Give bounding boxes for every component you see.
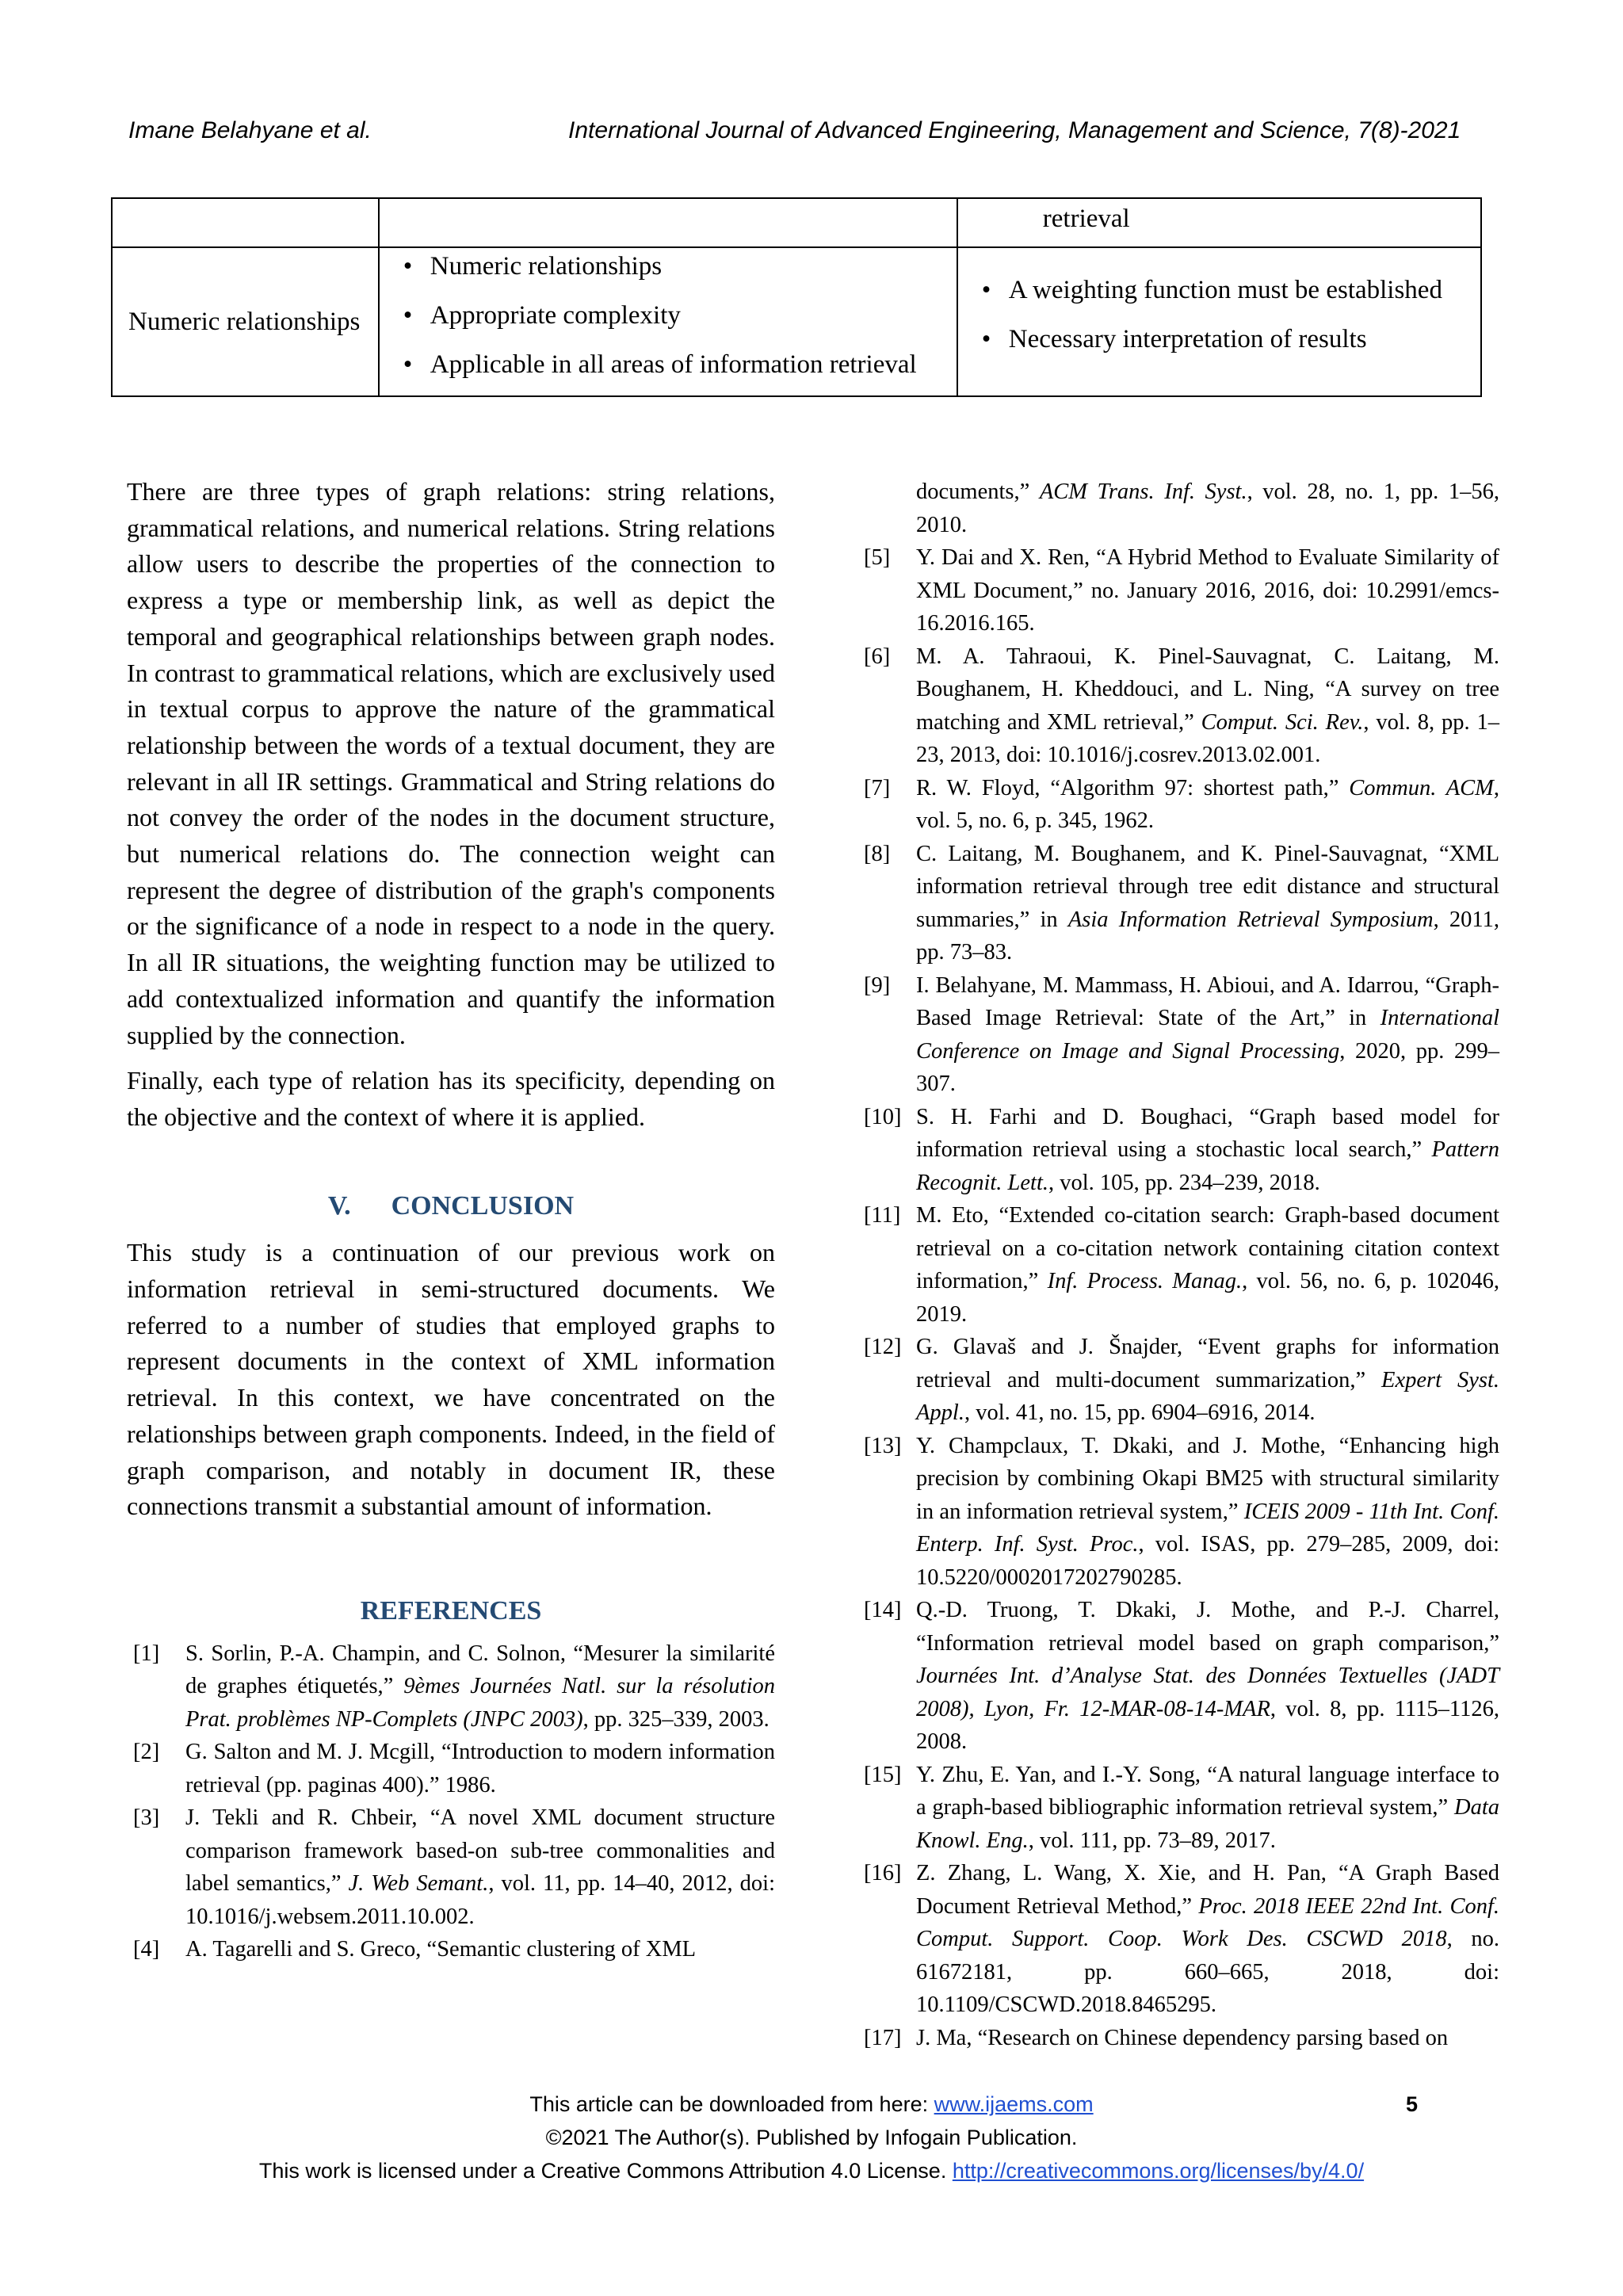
reference-text: Q.-D. Truong, T. Dkaki, J. Mothe, and P.-J. Charrel, “Information retrieval model based on graph comparison,” Journées Int. d’Analyse Stat. des Données Textuelles (JADT 2008), Lyon, Fr. 12-MAR-08-14-MAR, vol. 8, pp. 1115–1126, 2008.: [916, 1598, 1499, 1754]
footer-license: This work is licensed under a Creative Commons Attribution 4.0 License. http://creativecommons.org/licenses/by/4.0/: [258, 2159, 1365, 2183]
journal-link[interactable]: www.ijaems.com: [934, 2092, 1094, 2116]
table-cell: [379, 198, 957, 247]
reference-number: [4]: [133, 1937, 160, 1962]
list-item: • A weighting function must be established: [972, 272, 1466, 308]
reference-item: [857, 1430, 1499, 1595]
table-cell-disadvantages: [957, 247, 1481, 396]
reference-number: [14]: [864, 1598, 902, 1622]
reference-item: [857, 838, 1499, 969]
reference-text: R. W. Floyd, “Algorithm 97: shortest path,” Commun. ACM, vol. 5, no. 6, p. 345, 1962.: [916, 775, 1499, 833]
reference-text: G. Glavaš and J. Šnajder, “Event graphs for information retrieval and multi-document summarization,” Expert Syst. Appl., vol. 41, no. 15, pp. 6904–6916, 2014.: [916, 1335, 1499, 1425]
comparison-table: [111, 197, 1482, 397]
table-row-label: Numeric relationships: [112, 247, 379, 396]
reference-text: J. Ma, “Research on Chinese dependency parsing based on: [916, 2025, 1449, 2050]
list-item: • Applicable in all areas of information retrieval: [394, 346, 942, 383]
reference-text: Z. Zhang, L. Wang, X. Xie, and H. Pan, “A Graph Based Document Retrieval Method,” Proc. 2018 IEEE 22nd Int. Conf. Comput. Support. Coop. Work Des. CSCWD 2018, no. 61672181, pp. 660–665, 2018, doi: 10.1109/CSCWD.2018.8465295.: [916, 1861, 1500, 2017]
list-item: • Necessary interpretation of results: [972, 321, 1466, 357]
reference-number: [1]: [133, 1641, 160, 1666]
table-cell-advantages: [379, 247, 957, 396]
reference-text: S. H. Farhi and D. Boughaci, “Graph based model for information retrieval using a stochastic local search,” Pattern Recognit. Lett., vol. 105, pp. 234–239, 2018.: [916, 1104, 1499, 1195]
list-item: • Numeric relationships: [394, 248, 942, 285]
table-row: [112, 198, 1481, 247]
reference-text: Y. Zhu, E. Yan, and I.-Y. Song, “A natural language interface to a graph-based bibliographic information retrieval system,” Data Knowl. Eng., vol. 111, pp. 73–89, 2017.: [916, 1762, 1499, 1853]
reference-number: [8]: [864, 841, 891, 866]
reference-item: [857, 541, 1499, 640]
table-row: [112, 247, 1481, 396]
reference-number: [15]: [864, 1762, 902, 1787]
reference-item: [857, 1331, 1499, 1430]
reference-number: [6]: [864, 644, 891, 669]
reference-item: [127, 1637, 775, 1736]
footer-download: This article can be downloaded from here: www.ijaems.com: [529, 2092, 1094, 2116]
reference-text: C. Laitang, M. Boughanem, and K. Pinel-Sauvagnat, “XML information retrieval through tree edit distance and structural summaries,” in Asia Information Retrieval Symposium, 2011, pp. 73–83.: [916, 841, 1499, 965]
reference-list: [857, 541, 1499, 2054]
reference-number: [16]: [864, 1861, 902, 1885]
reference-item: [857, 1857, 1499, 2022]
license-link[interactable]: http://creativecommons.org/licenses/by/4.0/: [952, 2159, 1365, 2183]
reference-text: Y. Dai and X. Ren, “A Hybrid Method to Evaluate Similarity of XML Document,” no. January 2016, 2016, doi: 10.2991/emcs-16.2016.165.: [916, 545, 1499, 636]
left-column: [127, 474, 775, 1966]
reference-number: [2]: [133, 1740, 160, 1765]
reference-text: I. Belahyane, M. Mammass, H. Abioui, and A. Idarrou, “Graph-Based Image Retrieval: State of the Art,” in International Conference on Image and Signal Processing, 2020, pp. 299–307.: [916, 972, 1499, 1096]
page-number: 5: [1406, 2092, 1419, 2116]
running-header-journal: International Journal of Advanced Engineering, Management and Science, 7(8)-2021: [568, 117, 1461, 143]
reference-text: S. Sorlin, P.-A. Champin, and C. Solnon, “Mesurer la similarité de graphes étiquetés,” 9èmes Journées Natl. sur la résolution Prat. problèmes NP-Complets (JNPC 2003), pp. 325–339, 2003.: [185, 1641, 775, 1732]
reference-item: [857, 1199, 1499, 1331]
reference-text: documents,” ACM Trans. Inf. Syst., vol. 28, no. 1, pp. 1–56, 2010.: [916, 479, 1499, 537]
reference-item: [127, 1801, 775, 1933]
reference-item: [857, 2022, 1499, 2055]
footer-copyright: ©2021 The Author(s). Published by Infogain Publication.: [545, 2126, 1078, 2149]
reference-item: [857, 969, 1499, 1101]
conclusion-paragraph: This study is a continuation of our previous work on information retrieval in semi-structured documents. We referred to a number of studies that employed graphs to represent documents in the context of XML information retrieval. In this context, we have concentrated on the relationships between graph components. Indeed, in the field of graph comparison, and notably in document IR, these connections transmit a substantial amount of information.: [127, 1238, 775, 1521]
list-item: • Appropriate complexity: [394, 297, 942, 334]
table-cell-continuation: retrieval: [1042, 204, 1130, 233]
reference-item: [857, 1594, 1499, 1759]
reference-text: M. A. Tahraoui, K. Pinel-Sauvagnat, C. Laitang, M. Boughanem, H. Kheddouci, and L. Ning, “A survey on tree matching and XML retrieval,” Comput. Sci. Rev., vol. 8, pp. 1–23, 2013, doi: 10.1016/j.cosrev.2013.02.001.: [916, 644, 1499, 767]
reference-number: [12]: [864, 1335, 902, 1359]
reference-item: [127, 1933, 775, 1966]
reference-number: [10]: [864, 1104, 902, 1129]
reference-text: J. Tekli and R. Chbeir, “A novel XML document structure comparison framework based-on sub-tree commonalities and label semantics,” J. Web Semant., vol. 11, pp. 14–40, 2012, doi: 10.1016/j.websem.2011.10.002.: [185, 1805, 775, 1929]
reference-continuation: [857, 476, 1499, 541]
reference-text: G. Salton and M. J. Mcgill, “Introduction to modern information retrieval (pp. paginas 400).” 1986.: [185, 1740, 775, 1797]
body-paragraph: Finally, each type of relation has its specificity, depending on the objective and the context of where it is applied.: [127, 1066, 775, 1131]
reference-number: [13]: [864, 1433, 902, 1458]
reference-number: [11]: [864, 1203, 901, 1228]
reference-text: A. Tagarelli and S. Greco, “Semantic clustering of XML: [185, 1937, 697, 1962]
reference-text: M. Eto, “Extended co-citation search: Graph-based document retrieval on a co-citation network containing citation context information,” Inf. Process. Manag., vol. 56, no. 6, p. 102046, 2019.: [916, 1203, 1499, 1327]
reference-number: [5]: [864, 545, 891, 570]
table-cell: [957, 198, 1481, 247]
reference-item: [127, 1736, 775, 1801]
reference-number: [7]: [864, 775, 891, 800]
body-paragraph: There are three types of graph relations: string relations, grammatical relations, and numerical relations. String relations allow users to describe the properties of the connection to express a type or membership link, as well as depict the temporal and geographical relationships between graph nodes. In contrast to grammatical relations, which are exclusively used in textual corpus to approve the nature of the grammatical relationship between the words of a textual document, they are relevant in all IR settings. Grammatical and String relations do not convey the order of the nodes in the document structure, but numerical relations do. The connection weight can represent the degree of distribution of the graph's components or the significance of a node in respect to a node in the query. In all IR situations, the weighting function may be utilized to add contextualized information and quantify the information supplied by the connection.: [127, 477, 775, 1049]
right-column: [857, 476, 1499, 2054]
reference-number: [17]: [864, 2025, 902, 2050]
reference-text: Y. Champclaux, T. Dkaki, and J. Mothe, “Enhancing high precision by combining Okapi BM25 with structural similarity in an information retrieval system,” ICEIS 2009 - 11th Int. Conf. Enterp. Inf. Syst. Proc., vol. ISAS, pp. 279–285, 2009, doi: 10.5220/0002017202790285.: [916, 1433, 1500, 1590]
table-cell: [112, 198, 379, 247]
reference-item: [857, 1101, 1499, 1200]
reference-item: [857, 1759, 1499, 1858]
reference-number: [3]: [133, 1805, 160, 1831]
running-header-authors: Imane Belahyane et al.: [128, 117, 372, 143]
section-heading-conclusion: V. CONCLUSION: [327, 1190, 575, 1221]
reference-item: [857, 772, 1499, 838]
reference-number: [9]: [864, 972, 891, 998]
section-heading-references: REFERENCES: [360, 1595, 542, 1626]
reference-item: [857, 640, 1499, 772]
